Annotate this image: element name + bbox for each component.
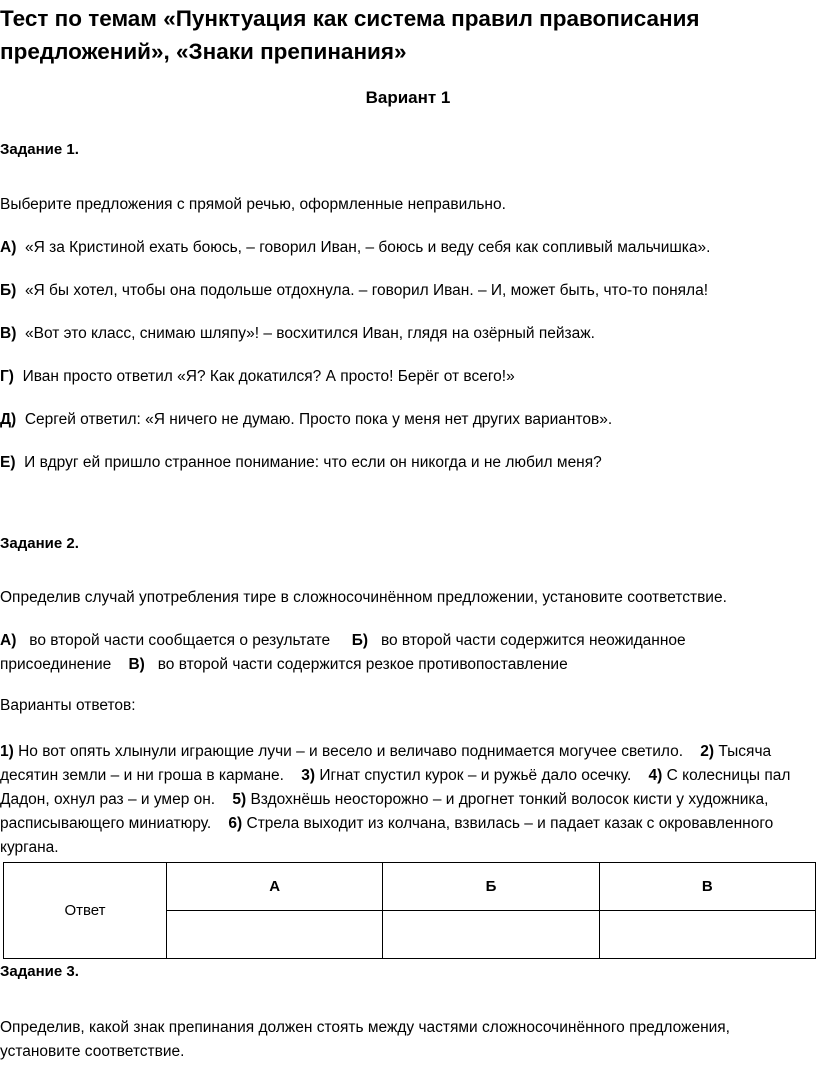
option-letter: А) <box>0 239 17 256</box>
option-text: Иван просто ответил «Я? Как докатился? А просто! Берёг от всего!» <box>22 368 515 385</box>
option-letter: Г) <box>0 368 14 385</box>
option-letter: В) <box>0 325 17 342</box>
case-letter: А) <box>0 632 17 649</box>
answer-text: Игнат спустил курок – и ружьё дало осечку. <box>319 767 632 784</box>
case-letter: В) <box>128 656 145 673</box>
task2-heading: Задание 2. <box>0 535 79 552</box>
option-letter: Б) <box>0 282 17 299</box>
task2-answers <box>0 740 814 860</box>
option-text: «Я бы хотел, чтобы она подольше отдохнула. – говорил Иван. – И, может быть, что-то поняла! <box>24 282 709 299</box>
answer-text: Но вот опять хлынули играющие лучи – и весело и величаво поднимается могучее светило. <box>18 743 684 760</box>
option-letter: Е) <box>0 454 16 471</box>
answer-table <box>3 862 816 959</box>
answers-label: Варианты ответов: <box>0 697 136 714</box>
option-text: И вдруг ей пришло странное понимание: что если он никогда и не любил меня? <box>24 454 602 471</box>
answer-num: 3) <box>301 767 316 784</box>
answer-col-a: А <box>167 863 383 911</box>
option-text: Сергей ответил: «Я ничего не думаю. Просто пока у меня нет других вариантов». <box>24 411 613 428</box>
answer-row-label: Ответ <box>4 863 167 959</box>
answer-cell-v[interactable] <box>599 911 815 959</box>
page-title: Тест по темам «Пунктуация как система правил правописания предложений», «Знаки препинания» <box>0 6 700 64</box>
task1-option-v <box>0 325 595 343</box>
task1-option-d <box>0 411 612 429</box>
task1-instruction: Выберите предложения с прямой речью, оформленные неправильно. <box>0 196 506 213</box>
task3-heading: Задание 3. <box>0 963 79 980</box>
answer-col-v: В <box>599 863 815 911</box>
answer-cell-a[interactable] <box>167 911 383 959</box>
answer-num: 2) <box>700 743 715 760</box>
option-text: «Я за Кристиной ехать боюсь, – говорил Иван, – боюсь и веду себя как сопливый мальчишка». <box>24 239 711 256</box>
case-text: во второй части содержится резкое противопоставление <box>157 656 568 673</box>
task2-instruction: Определив случай употребления тире в сложносочинённом предложении, установите соответствие. <box>0 589 727 606</box>
case-letter: Б) <box>351 632 369 649</box>
task3-instruction: Определив, какой знак препинания должен стоять между частями сложносочинённого предложения, установите соответствие. <box>0 1019 730 1060</box>
answer-text: С колесницы пал Дадон, охнул раз – и умер он. <box>0 767 791 808</box>
variant-heading: Вариант 1 <box>365 88 451 107</box>
task1-option-g <box>0 368 515 386</box>
answer-col-b: Б <box>383 863 599 911</box>
answer-text: Вздохнёшь неосторожно – и дрогнет тонкий волосок кисти у художника, расписывающего миниатюру. <box>0 791 769 832</box>
option-text: «Вот это класс, снимаю шляпу»! – восхитился Иван, глядя на озёрный пейзаж. <box>24 325 595 342</box>
task1-option-b <box>0 282 708 300</box>
task1-option-a <box>0 239 710 257</box>
answer-text: Стрела выходит из колчана, взвилась – и падает казак с окровавленного кургана. <box>0 815 774 856</box>
task2-cases <box>0 629 814 677</box>
task1-option-e <box>0 454 602 472</box>
answer-cell-b[interactable] <box>383 911 599 959</box>
answer-num: 4) <box>648 767 663 784</box>
case-text: во второй части содержится неожиданное присоединение <box>0 632 686 673</box>
case-text: во второй части сообщается о результате <box>29 632 331 649</box>
task1-heading: Задание 1. <box>0 141 79 158</box>
answer-num: 1) <box>0 743 14 760</box>
option-letter: Д) <box>0 411 17 428</box>
answer-num: 6) <box>228 815 243 832</box>
answer-num: 5) <box>232 791 247 808</box>
answer-text: Тысяча десятин земли – и ни гроша в кармане. <box>0 743 772 784</box>
